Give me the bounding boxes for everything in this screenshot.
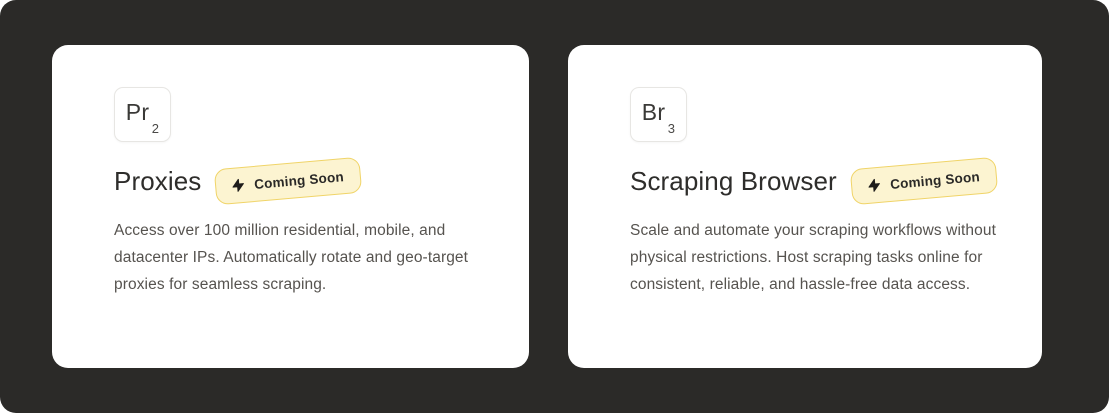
feature-card-scraping-browser[interactable] [568,45,1042,368]
card-title-scraping-browser: Scraping Browser [630,165,837,196]
coming-soon-label: Coming Soon [253,168,345,192]
card-title-proxies: Proxies [114,165,202,196]
element-tile-scraping-browser [630,87,687,142]
card-description-scraping-browser: Scale and automate your scraping workflows without physical restrictions. Host scraping tasks online for consistent, reliable, and hassle-free data access. [630,222,996,293]
element-subscript: 3 [667,121,675,136]
lightning-bolt-icon [865,177,882,194]
card-description-proxies: Access over 100 million residential, mobile, and datacenter IPs. Automatically rotate and geo-target proxies for seamless scraping. [114,222,469,293]
element-tile-proxies [114,87,171,142]
lightning-bolt-icon [230,177,247,194]
title-row [114,158,471,204]
element-subscript: 2 [151,121,159,136]
element-symbol: Pr [125,99,150,125]
coming-soon-badge [850,157,999,206]
coming-soon-badge [214,157,363,206]
element-symbol: Br [641,99,666,125]
coming-soon-label: Coming Soon [889,168,981,192]
title-row [630,158,984,204]
feature-card-proxies[interactable] [52,45,529,368]
